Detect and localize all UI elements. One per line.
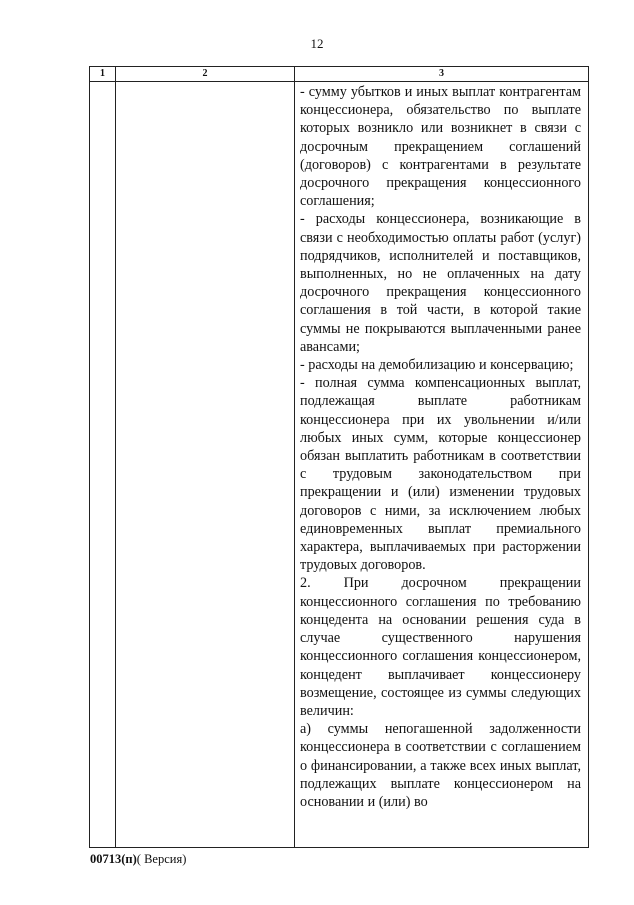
paragraph: - полная сумма компенсационных выплат, подлежащая выплате работникам концессионера при их увольнении и/или любых иных сумм, которые концессионер обязан выплатить работникам в соответствии с трудовым законодательством при прекращении и (или) изменении трудовых договоров с ними, за исключением любых единовременных выплат премиального характера, выплачиваемых при расторжении трудовых договоров. <box>300 375 581 574</box>
paragraph: - сумму убытков и иных выплат контрагентам концессионера, обязательство по выплате которых возникло или возникнет в связи с досрочным прекращением соглашений (договоров) с контрагентами в результате досрочного прекращения концессионного соглашения; <box>300 84 581 210</box>
column-divider-1 <box>115 67 116 847</box>
document-table <box>89 66 589 848</box>
footer <box>90 852 186 867</box>
header-cell-3: 3 <box>439 68 444 79</box>
column-3-content <box>300 83 581 811</box>
table-header-row <box>90 67 588 82</box>
document-code: 00713(п) <box>90 852 137 866</box>
document-version: ( Версия) <box>136 852 187 866</box>
paragraph: а) суммы непогашенной задолженности концессионера в соответствии с соглашением о финансировании, а также всех иных выплат, подлежащих выплате концессионером на основании и (или) во <box>300 721 581 810</box>
paragraph: 2. При досрочном прекращении концессионного соглашения по требованию концедента на основании решения суда в случае существенного нарушения концессионного соглашения концессионером, концедент выплачивает концессионеру возмещение, состоящее из суммы следующих величин: <box>300 575 581 719</box>
paragraph: - расходы на демобилизацию и консервацию; <box>300 357 574 374</box>
paragraph: - расходы концессионера, возникающие в связи с необходимостью оплаты работ (услуг) подрядчиков, исполнителей и поставщиков, выполненных, но не оплаченных на дату досрочного прекращения концессионного соглашения в той части, в которой такие суммы не покрываются выплаченными ранее авансами; <box>300 211 581 355</box>
header-cell-2: 2 <box>202 68 208 79</box>
column-divider-2 <box>294 67 295 847</box>
page-number: 12 <box>310 36 324 51</box>
header-cell-1: 1 <box>100 68 105 79</box>
